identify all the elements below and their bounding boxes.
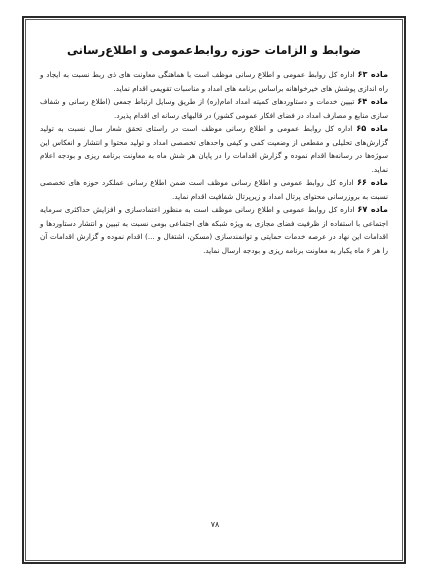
article-number: ماده ۶۴	[357, 96, 388, 106]
article-text: اداره کل روابط عمومی و اطلاع رسانی موظف است در راستای تحقق شعار سال نسبت به تولید گزارش‌های تحلیلی و مقطعی از وضعیت کمی و کیفی واحدهای تخصصی امداد و تولید محتوا و انتشار و انعکاس این سوژه‌ها در رسانه‌ها اقدام نموده و گزارش اقدامات را در پایان هر شش ماه به معاونت برنامه ریزی و بودجه اعلام نماید.	[40, 124, 388, 174]
article-65	[40, 122, 388, 176]
article-64	[40, 95, 388, 122]
article-66	[40, 176, 388, 203]
document-title: ضوابط و الزامات حوزه روابط‌عمومی و اطلاع‌رسانی	[67, 43, 361, 57]
page-number: ۷۸	[210, 520, 220, 529]
article-number: ماده ۶۳	[357, 69, 389, 79]
article-text: اداره کل روابط عمومی و اطلاع رسانی موظف است با هماهنگی معاونت های ذی ربط نسبت به ایجاد و راه اندازی پوشش های خیرخواهانه براساس برنامه های امداد و مناسبات تقویمی اقدام نماید.	[40, 70, 388, 93]
article-67	[40, 203, 388, 257]
article-number: ماده ۶۵	[356, 123, 388, 133]
article-text: اداره کل روابط عمومی و اطلاع رسانی موظف است ضمن اطلاع رسانی عملکرد حوزه های تخصصی نسبت به بروزرسانی محتوای پرتال امداد و زیرپرتال شفافیت اقدام نماید.	[40, 178, 388, 201]
article-text: تبیین خدمات و دستاوردهای کمیته امداد امام(ره) از طریق وسایل ارتباط جمعی (اطلاع رسانی و شفاف سازی منابع و مصارف امداد در فضای افکار عمومی کشور) در قالبهای رسانه ای اقدام پذیرد.	[40, 97, 388, 120]
article-text: اداره کل روابط عمومی و اطلاع رسانی موظف است به منظور اعتمادسازی و افزایش حداکثری سرمایه اجتماعی با استفاده از ظرفیت فضای مجازی به ویژه شبکه های اجتماعی بومی نسبت به تبیین و انتشار دستاوردها و اقدامات این نهاد در عرصه خدمات حمایتی و توانمندسازی (مسکن، اشتغال و ...) اقدام نموده و گزارش اقدامات آن را هر ۶ ماه یکبار به معاونت برنامه ریزی و بودجه ارسال نماید.	[40, 205, 388, 255]
article-number: ماده ۶۷	[357, 204, 388, 214]
article-63	[40, 68, 388, 95]
document-body	[40, 42, 388, 257]
article-number: ماده ۶۶	[356, 177, 388, 187]
